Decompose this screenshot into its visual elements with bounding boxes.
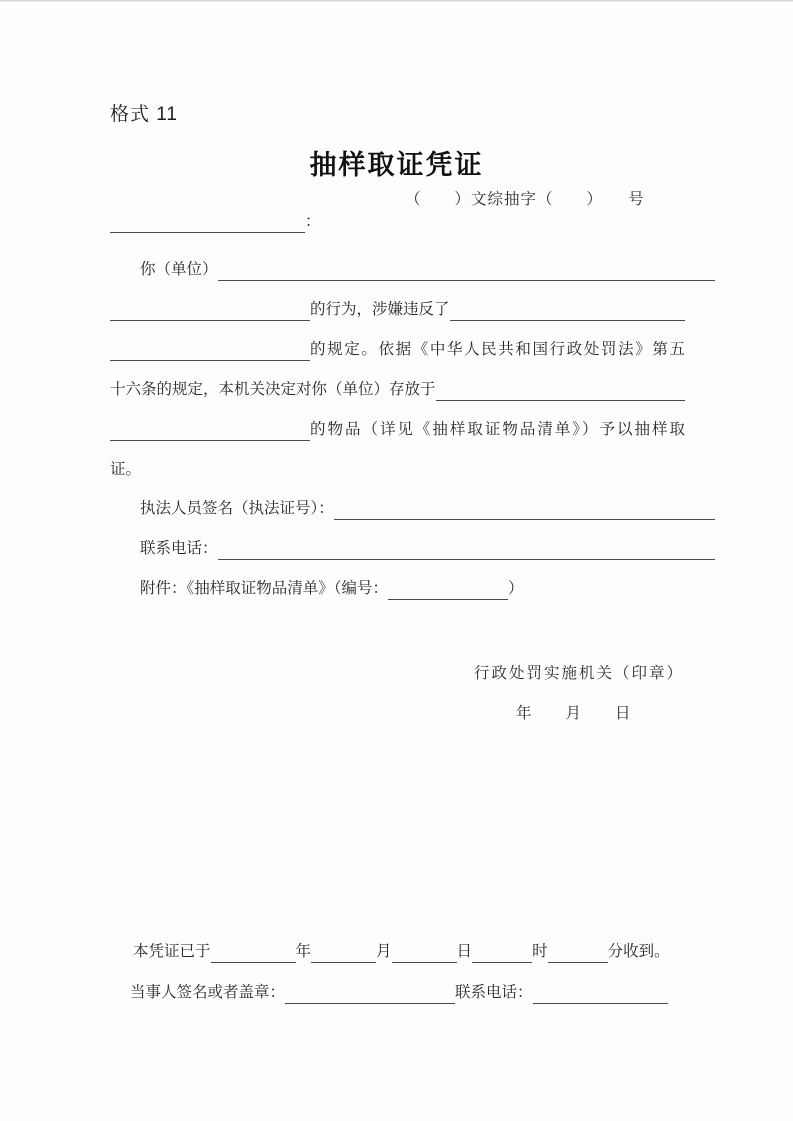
regulation-text: 的规定。依据《中华人民共和国行政处罚法》第五 (310, 341, 685, 358)
scan-artifact-top-edge (0, 0, 793, 2)
attachment-suffix: ） (508, 580, 524, 597)
received-suffix: 分收到。 (607, 943, 670, 960)
party-signature-row (110, 982, 705, 1004)
contact-phone-label: 联系电话： (140, 540, 218, 557)
case-number-line: （ ）文综抽字（ ） 号 (405, 191, 645, 208)
you-unit-label: 你（单位） (140, 261, 218, 278)
party-signature-label: 当事人签名或者盖章： (130, 984, 286, 1001)
blank-receipt-year (211, 942, 296, 963)
items-row (110, 419, 685, 441)
end-text: 证。 (110, 461, 142, 478)
document-title: 抽样取证凭证 (309, 150, 484, 180)
month-label: 月 (376, 943, 392, 960)
end-row (110, 459, 685, 481)
blank-receipt-minute (548, 942, 608, 963)
authority-seal-label: 行政处罚实施机关（印章） (474, 665, 685, 682)
blank-enforcer-signature (334, 499, 715, 520)
attachment-prefix: 附件：《抽样取证物品清单》（编号： (140, 580, 389, 597)
attachment-row (110, 578, 715, 600)
blank-attachment-number (388, 579, 508, 600)
salutation-colon: ： (305, 213, 321, 230)
blank-party-signature (285, 983, 455, 1004)
blank-receipt-month (311, 942, 376, 963)
enforcer-signature-label: 执法人员签名（执法证号）： (140, 500, 334, 517)
blank-recipient-name (110, 212, 305, 233)
blank-receipt-day (392, 942, 457, 963)
day-label: 日 (456, 943, 473, 960)
behavior-text: 的行为，涉嫌违反了 (310, 301, 450, 318)
blank-behavior (110, 300, 310, 321)
regulation-row (110, 339, 685, 361)
blank-violated-law (450, 300, 685, 321)
items-text: 的物品（详见《抽样取证物品清单》）予以抽样取 (310, 421, 685, 438)
article-text: 十六条的规定，本机关决定对你（单位）存放于 (110, 381, 436, 398)
receipt-row (110, 941, 708, 963)
blank-storage-place-cont (110, 420, 310, 441)
party-phone-label: 联系电话： (455, 984, 533, 1001)
blank-regulation (110, 340, 310, 361)
received-prefix: 本凭证已于 (133, 943, 211, 960)
salutation-row (110, 211, 685, 233)
blank-contact-phone (218, 539, 715, 560)
you-unit-row (110, 259, 715, 281)
contact-phone-row (110, 538, 715, 560)
date-line: 年 月 日 (516, 705, 632, 722)
blank-unit-name (218, 260, 715, 281)
enforcer-signature-row (110, 498, 715, 520)
year-label: 年 (295, 943, 312, 960)
blank-storage-place (436, 380, 685, 401)
article-row (110, 379, 685, 401)
format-label: 格式 11 (110, 104, 179, 125)
blank-receipt-hour (472, 942, 532, 963)
blank-party-phone (533, 983, 668, 1004)
hour-label: 时 (532, 943, 548, 960)
behavior-row (110, 299, 685, 321)
